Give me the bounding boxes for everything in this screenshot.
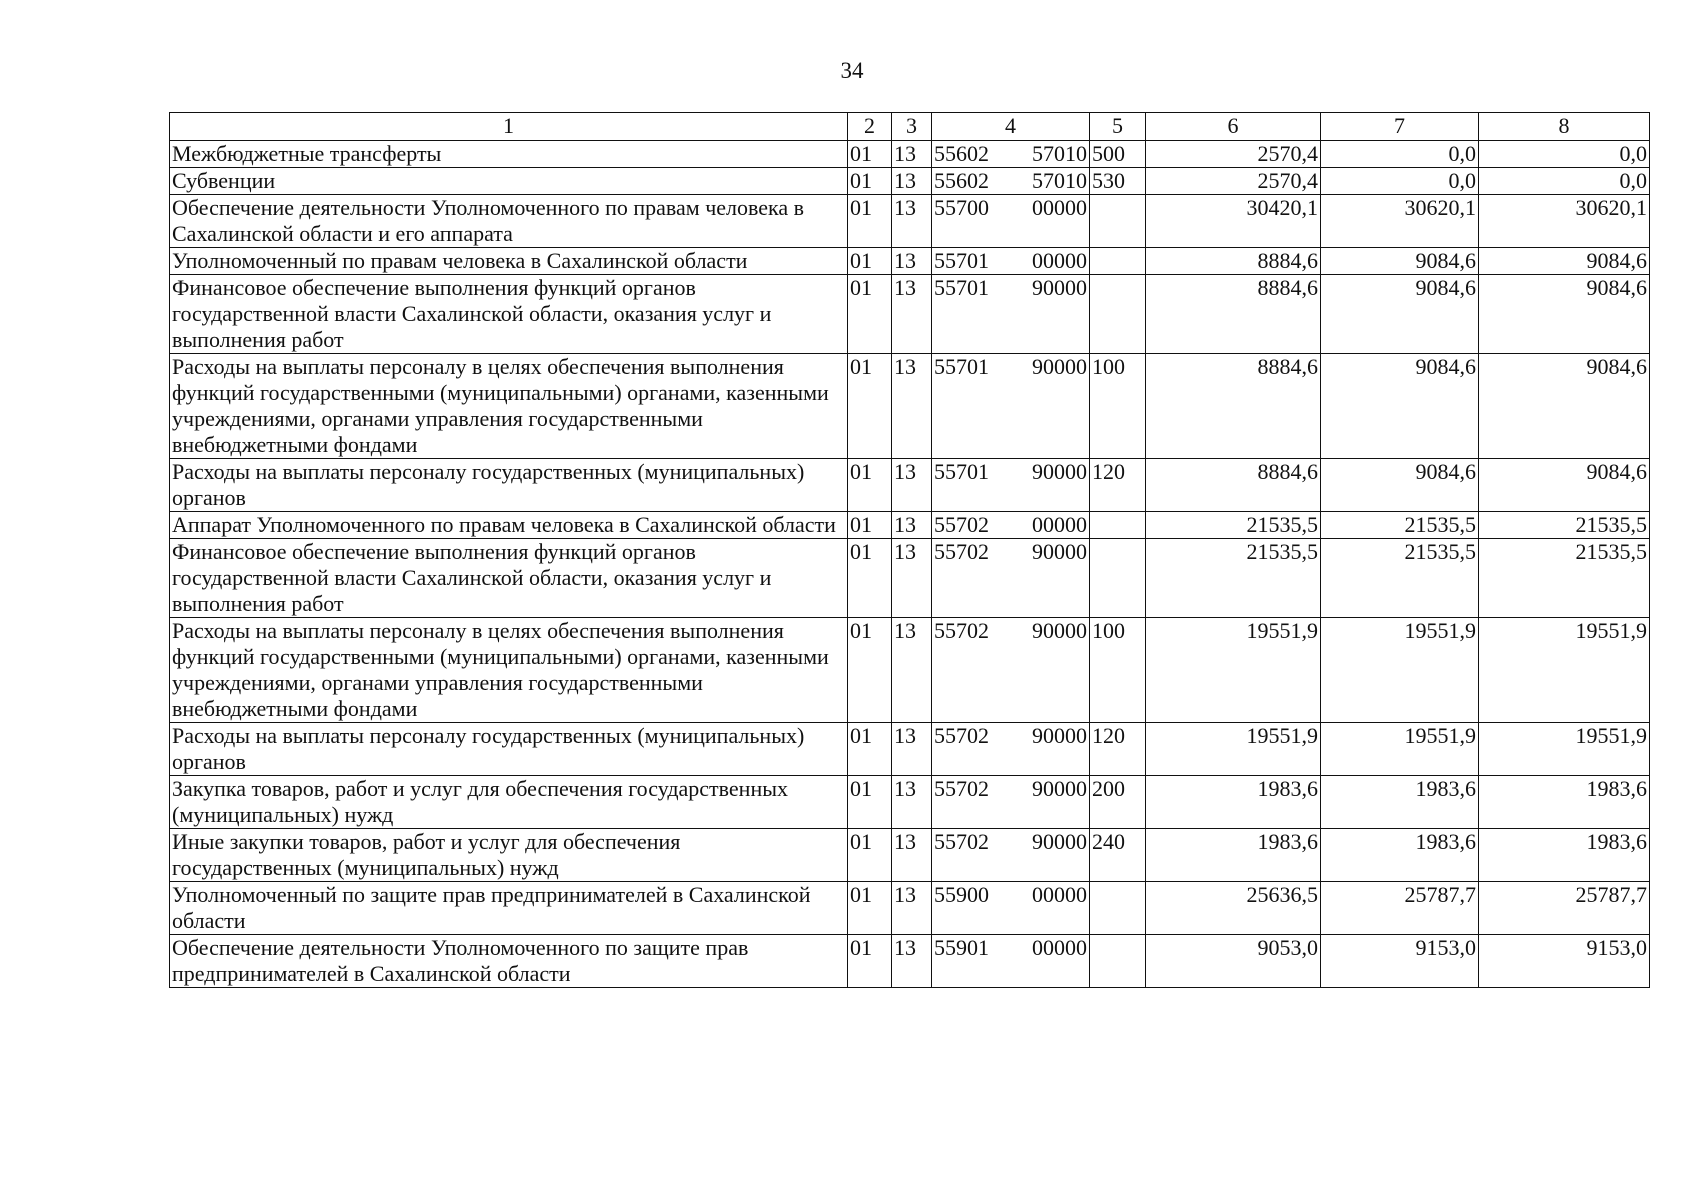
table-row bbox=[170, 168, 1650, 195]
item-name: Уполномоченный по правам человека в Сахалинской области bbox=[170, 248, 848, 275]
subsection-code: 13 bbox=[892, 882, 932, 935]
expense-type-code: 240 bbox=[1090, 829, 1146, 882]
target-code-direction: 00000 bbox=[1032, 935, 1087, 960]
expense-type-code: 120 bbox=[1090, 723, 1146, 776]
amount-col-8: 1983,6 bbox=[1479, 829, 1650, 882]
amount-col-8: 9084,6 bbox=[1479, 275, 1650, 354]
item-name: Финансовое обеспечение выполнения функций органов государственной власти Сахалинской области, оказания услуг и выполнения работ bbox=[170, 539, 848, 618]
section-code: 01 bbox=[848, 168, 892, 195]
target-code-program: 55702 bbox=[934, 618, 989, 643]
amount-col-6: 19551,9 bbox=[1146, 618, 1321, 723]
section-code: 01 bbox=[848, 882, 892, 935]
target-code-program: 55702 bbox=[934, 776, 989, 801]
table-row bbox=[170, 195, 1650, 248]
amount-col-6: 30420,1 bbox=[1146, 195, 1321, 248]
expense-type-code: 500 bbox=[1090, 141, 1146, 168]
target-code-program: 55701 bbox=[934, 248, 989, 273]
header-cell: 8 bbox=[1479, 113, 1650, 141]
header-row bbox=[170, 113, 1650, 141]
section-code: 01 bbox=[848, 195, 892, 248]
target-code-program: 55702 bbox=[934, 512, 989, 537]
amount-col-8: 30620,1 bbox=[1479, 195, 1650, 248]
amount-col-7: 21535,5 bbox=[1321, 539, 1479, 618]
table-row bbox=[170, 829, 1650, 882]
amount-col-8: 0,0 bbox=[1479, 168, 1650, 195]
amount-col-7: 1983,6 bbox=[1321, 829, 1479, 882]
section-code: 01 bbox=[848, 539, 892, 618]
target-code-direction: 90000 bbox=[1032, 618, 1087, 643]
table-row bbox=[170, 354, 1650, 459]
subsection-code: 13 bbox=[892, 141, 932, 168]
header-cell: 1 bbox=[170, 113, 848, 141]
target-code-direction: 90000 bbox=[1032, 354, 1087, 379]
header-cell: 2 bbox=[848, 113, 892, 141]
amount-col-6: 2570,4 bbox=[1146, 141, 1321, 168]
amount-col-8: 9084,6 bbox=[1479, 354, 1650, 459]
target-code-program: 55602 bbox=[934, 141, 989, 166]
target-code-direction: 00000 bbox=[1032, 882, 1087, 907]
target-code bbox=[932, 512, 1090, 539]
amount-col-6: 21535,5 bbox=[1146, 512, 1321, 539]
target-code-program: 55700 bbox=[934, 195, 989, 220]
amount-col-7: 9084,6 bbox=[1321, 248, 1479, 275]
item-name: Расходы на выплаты персоналу в целях обеспечения выполнения функций государственными (муниципальными) органами, казенными учреждениями, органами управления государственными внебюджетными фондами bbox=[170, 618, 848, 723]
amount-col-8: 25787,7 bbox=[1479, 882, 1650, 935]
amount-col-8: 9084,6 bbox=[1479, 459, 1650, 512]
target-code bbox=[932, 935, 1090, 988]
amount-col-7: 9084,6 bbox=[1321, 459, 1479, 512]
table-row bbox=[170, 723, 1650, 776]
header-cell: 4 bbox=[932, 113, 1090, 141]
budget-table bbox=[169, 112, 1650, 988]
target-code-direction: 90000 bbox=[1032, 829, 1087, 854]
target-code bbox=[932, 618, 1090, 723]
target-code-direction: 90000 bbox=[1032, 723, 1087, 748]
target-code-direction: 00000 bbox=[1032, 195, 1087, 220]
expense-type-code: 200 bbox=[1090, 776, 1146, 829]
amount-col-7: 30620,1 bbox=[1321, 195, 1479, 248]
subsection-code: 13 bbox=[892, 195, 932, 248]
amount-col-8: 19551,9 bbox=[1479, 618, 1650, 723]
amount-col-6: 8884,6 bbox=[1146, 354, 1321, 459]
amount-col-7: 19551,9 bbox=[1321, 618, 1479, 723]
amount-col-7: 25787,7 bbox=[1321, 882, 1479, 935]
table-row bbox=[170, 618, 1650, 723]
target-code-program: 55900 bbox=[934, 882, 989, 907]
target-code bbox=[932, 195, 1090, 248]
subsection-code: 13 bbox=[892, 723, 932, 776]
header-cell: 7 bbox=[1321, 113, 1479, 141]
amount-col-6: 9053,0 bbox=[1146, 935, 1321, 988]
item-name: Закупка товаров, работ и услуг для обеспечения государственных (муниципальных) нужд bbox=[170, 776, 848, 829]
item-name: Субвенции bbox=[170, 168, 848, 195]
expense-type-code bbox=[1090, 882, 1146, 935]
expense-type-code: 100 bbox=[1090, 618, 1146, 723]
amount-col-6: 2570,4 bbox=[1146, 168, 1321, 195]
amount-col-8: 21535,5 bbox=[1479, 539, 1650, 618]
amount-col-6: 8884,6 bbox=[1146, 459, 1321, 512]
item-name: Обеспечение деятельности Уполномоченного по правам человека в Сахалинской области и его аппарата bbox=[170, 195, 848, 248]
amount-col-6: 25636,5 bbox=[1146, 882, 1321, 935]
target-code bbox=[932, 829, 1090, 882]
target-code-program: 55702 bbox=[934, 539, 989, 564]
expense-type-code bbox=[1090, 539, 1146, 618]
subsection-code: 13 bbox=[892, 776, 932, 829]
section-code: 01 bbox=[848, 776, 892, 829]
header-cell: 6 bbox=[1146, 113, 1321, 141]
section-code: 01 bbox=[848, 935, 892, 988]
target-code bbox=[932, 539, 1090, 618]
table-row bbox=[170, 248, 1650, 275]
target-code-direction: 90000 bbox=[1032, 776, 1087, 801]
amount-col-6: 8884,6 bbox=[1146, 275, 1321, 354]
item-name: Расходы на выплаты персоналу государственных (муниципальных) органов bbox=[170, 723, 848, 776]
amount-col-7: 0,0 bbox=[1321, 168, 1479, 195]
target-code-program: 55702 bbox=[934, 829, 989, 854]
item-name: Финансовое обеспечение выполнения функций органов государственной власти Сахалинской области, оказания услуг и выполнения работ bbox=[170, 275, 848, 354]
item-name: Уполномоченный по защите прав предпринимателей в Сахалинской области bbox=[170, 882, 848, 935]
target-code-program: 55701 bbox=[934, 459, 989, 484]
target-code-direction: 57010 bbox=[1032, 141, 1087, 166]
target-code-direction: 90000 bbox=[1032, 539, 1087, 564]
amount-col-8: 0,0 bbox=[1479, 141, 1650, 168]
amount-col-8: 9084,6 bbox=[1479, 248, 1650, 275]
section-code: 01 bbox=[848, 829, 892, 882]
table-row bbox=[170, 935, 1650, 988]
target-code-direction: 00000 bbox=[1032, 248, 1087, 273]
subsection-code: 13 bbox=[892, 459, 932, 512]
target-code-direction: 57010 bbox=[1032, 168, 1087, 193]
section-code: 01 bbox=[848, 248, 892, 275]
target-code bbox=[932, 459, 1090, 512]
target-code bbox=[932, 354, 1090, 459]
section-code: 01 bbox=[848, 512, 892, 539]
table-row bbox=[170, 459, 1650, 512]
item-name: Обеспечение деятельности Уполномоченного по защите прав предпринимателей в Сахалинской области bbox=[170, 935, 848, 988]
section-code: 01 bbox=[848, 141, 892, 168]
section-code: 01 bbox=[848, 618, 892, 723]
amount-col-8: 9153,0 bbox=[1479, 935, 1650, 988]
expense-type-code: 100 bbox=[1090, 354, 1146, 459]
subsection-code: 13 bbox=[892, 512, 932, 539]
header-cell: 5 bbox=[1090, 113, 1146, 141]
expense-type-code bbox=[1090, 275, 1146, 354]
section-code: 01 bbox=[848, 459, 892, 512]
amount-col-7: 9084,6 bbox=[1321, 354, 1479, 459]
amount-col-8: 1983,6 bbox=[1479, 776, 1650, 829]
item-name: Аппарат Уполномоченного по правам человека в Сахалинской области bbox=[170, 512, 848, 539]
subsection-code: 13 bbox=[892, 829, 932, 882]
target-code-program: 55701 bbox=[934, 275, 989, 300]
amount-col-6: 21535,5 bbox=[1146, 539, 1321, 618]
subsection-code: 13 bbox=[892, 539, 932, 618]
target-code-program: 55901 bbox=[934, 935, 989, 960]
target-code bbox=[932, 882, 1090, 935]
target-code-program: 55702 bbox=[934, 723, 989, 748]
target-code-program: 55602 bbox=[934, 168, 989, 193]
expense-type-code bbox=[1090, 195, 1146, 248]
target-code bbox=[932, 141, 1090, 168]
amount-col-8: 21535,5 bbox=[1479, 512, 1650, 539]
amount-col-7: 9084,6 bbox=[1321, 275, 1479, 354]
expense-type-code bbox=[1090, 935, 1146, 988]
expense-type-code: 120 bbox=[1090, 459, 1146, 512]
target-code bbox=[932, 776, 1090, 829]
amount-col-8: 19551,9 bbox=[1479, 723, 1650, 776]
table-row bbox=[170, 141, 1650, 168]
section-code: 01 bbox=[848, 275, 892, 354]
section-code: 01 bbox=[848, 354, 892, 459]
page-number: 34 bbox=[840, 58, 864, 83]
item-name: Межбюджетные трансферты bbox=[170, 141, 848, 168]
target-code-direction: 90000 bbox=[1032, 459, 1087, 484]
subsection-code: 13 bbox=[892, 935, 932, 988]
subsection-code: 13 bbox=[892, 168, 932, 195]
amount-col-6: 1983,6 bbox=[1146, 776, 1321, 829]
amount-col-6: 1983,6 bbox=[1146, 829, 1321, 882]
subsection-code: 13 bbox=[892, 275, 932, 354]
expense-type-code bbox=[1090, 248, 1146, 275]
target-code-direction: 90000 bbox=[1032, 275, 1087, 300]
table-row bbox=[170, 275, 1650, 354]
target-code-program: 55701 bbox=[934, 354, 989, 379]
amount-col-7: 0,0 bbox=[1321, 141, 1479, 168]
amount-col-7: 19551,9 bbox=[1321, 723, 1479, 776]
amount-col-7: 1983,6 bbox=[1321, 776, 1479, 829]
item-name: Расходы на выплаты персоналу в целях обеспечения выполнения функций государственными (муниципальными) органами, казенными учреждениями, органами управления государственными внебюджетными фондами bbox=[170, 354, 848, 459]
item-name: Расходы на выплаты персоналу государственных (муниципальных) органов bbox=[170, 459, 848, 512]
target-code bbox=[932, 168, 1090, 195]
table-row bbox=[170, 512, 1650, 539]
amount-col-6: 8884,6 bbox=[1146, 248, 1321, 275]
target-code bbox=[932, 275, 1090, 354]
target-code bbox=[932, 723, 1090, 776]
amount-col-7: 21535,5 bbox=[1321, 512, 1479, 539]
table-row bbox=[170, 539, 1650, 618]
expense-type-code bbox=[1090, 512, 1146, 539]
amount-col-7: 9153,0 bbox=[1321, 935, 1479, 988]
target-code-direction: 00000 bbox=[1032, 512, 1087, 537]
item-name: Иные закупки товаров, работ и услуг для обеспечения государственных (муниципальных) нужд bbox=[170, 829, 848, 882]
table-row bbox=[170, 882, 1650, 935]
section-code: 01 bbox=[848, 723, 892, 776]
subsection-code: 13 bbox=[892, 618, 932, 723]
subsection-code: 13 bbox=[892, 248, 932, 275]
header-cell: 3 bbox=[892, 113, 932, 141]
expense-type-code: 530 bbox=[1090, 168, 1146, 195]
amount-col-6: 19551,9 bbox=[1146, 723, 1321, 776]
subsection-code: 13 bbox=[892, 354, 932, 459]
target-code bbox=[932, 248, 1090, 275]
table-row bbox=[170, 776, 1650, 829]
